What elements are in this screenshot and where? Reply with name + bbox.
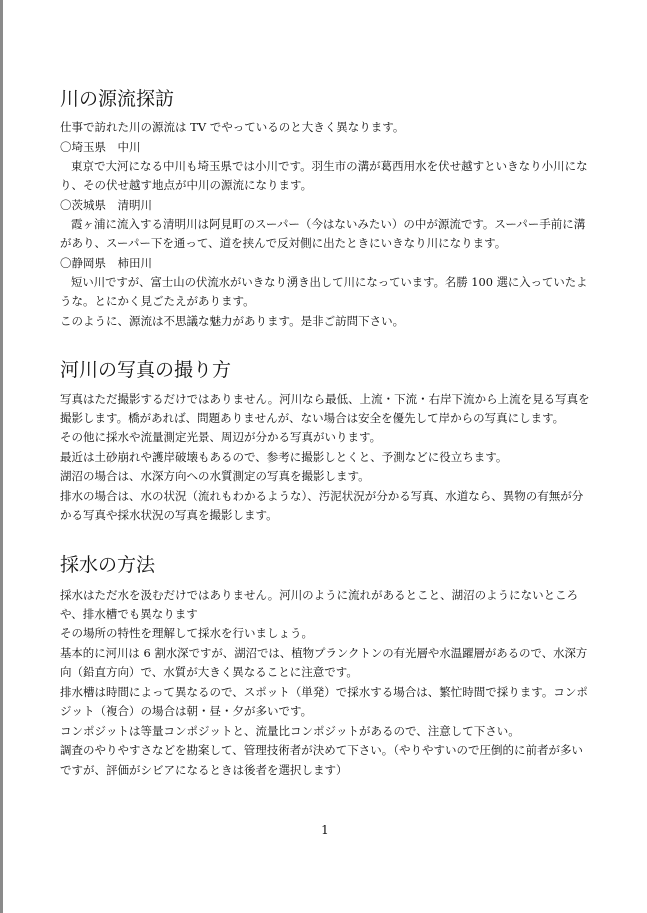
section-heading-photo: 河川の写真の撮り方 bbox=[60, 359, 232, 381]
paragraph-line: ジット（複合）の場合は朝・昼・夕が多いです。 bbox=[60, 704, 313, 718]
paragraph-line: コンポジットは等量コンポジットと、流量比コンポジットがあるので、注意して下さい。 bbox=[60, 724, 520, 738]
subsection-label: 〇茨城県 清明川 bbox=[60, 198, 152, 212]
paragraph-line: や、排水槽でも異なります bbox=[60, 607, 198, 621]
paragraph-line: 霞ヶ浦に流入する清明川は阿見町のスーパー（今はないみたい）の中が源流です。スーパー手前に溝 bbox=[71, 217, 586, 231]
paragraph-line: 湖沼の場合は、水深方向への水質測定の写真を撮影します。 bbox=[60, 469, 370, 483]
section-heading-sampling: 採水の方法 bbox=[60, 554, 156, 576]
paragraph-line: 最近は土砂崩れや護岸破壊もあるので、参考に撮影しとくと、予測などに役立ちます。 bbox=[60, 450, 508, 464]
paragraph-line: 調査のやりやすさなどを勘案して、管理技術者が決めて下さい。（やりやすいので圧倒的に前者が多い bbox=[60, 743, 584, 757]
subsection-label: 〇静岡県 柿田川 bbox=[60, 256, 152, 270]
paragraph-line: 写真はただ撮影するだけではありません。河川なら最低、上流・下流・右岸下流から上流を見る写真を bbox=[60, 392, 590, 406]
paragraph-line: その他に採水や流量測定光景、周辺が分かる写真がいります。 bbox=[60, 430, 382, 444]
paragraph-line: その場所の特性を理解して採水を行いましょう。 bbox=[60, 626, 313, 640]
paragraph-line: 撮影します。橋があれば、問題ありませんが、ない場合は安全を優先して岸からの写真にします。 bbox=[60, 411, 565, 425]
paragraph-line: 採水はただ水を汲むだけではありません。河川のように流れがあるとこと、湖沼のようにないところ bbox=[60, 588, 579, 602]
paragraph-line: 排水槽は時間によって異なるので、スポット（単発）で採水する場合は、繁忙時間で採ります。コンポ bbox=[60, 685, 588, 699]
paragraph-line: り、その伏せ越す地点が中川の源流になります。 bbox=[60, 178, 313, 192]
subsection-label: 〇埼玉県 中川 bbox=[60, 140, 141, 154]
paragraph-line: このように、源流は不思議な魅力があります。是非ご訪問下さい。 bbox=[60, 314, 405, 328]
page-left-border bbox=[0, 0, 3, 913]
section-heading-river-source: 川の源流探訪 bbox=[60, 88, 175, 110]
paragraph-line: ですが、評価がシビアになるときは後者を選択します） bbox=[60, 763, 348, 777]
paragraph-line: 短い川ですが、富士山の伏流水がいきなり湧き出して川になっています。名勝 100 選に入っていたよ bbox=[71, 275, 588, 289]
paragraph-line: 基本的に河川は 6 割水深ですが、湖沼では、植物プランクトンの有光層や水温躍層があるので、水深方 bbox=[60, 646, 588, 660]
paragraph-line: 東京で大河になる中川も埼玉県では小川です。羽生市の溝が葛西用水を伏せ越すといきなり小川にな bbox=[71, 159, 588, 173]
paragraph-line: があり、スーパー下を通って、道を挟んで反対側に出たときにいきなり川になります。 bbox=[60, 236, 507, 250]
paragraph-line: うな。とにかく見ごたえがあります。 bbox=[60, 294, 255, 308]
paragraph-line: 排水の場合は、水の状況（流れもわかるような）、汚泥状況が分かる写真、水道なら、異物の有無が分 bbox=[60, 489, 584, 503]
paragraph-line: 向（鉛直方向）で、水質が大きく異なることに注意です。 bbox=[60, 665, 358, 679]
paragraph-line: 仕事で訪れた川の源流は TV でやっているのと大きく異なります。 bbox=[60, 120, 405, 134]
page-number: 1 bbox=[321, 823, 329, 837]
paragraph-line: かる写真や採水状況の写真を撮影します。 bbox=[60, 508, 278, 522]
